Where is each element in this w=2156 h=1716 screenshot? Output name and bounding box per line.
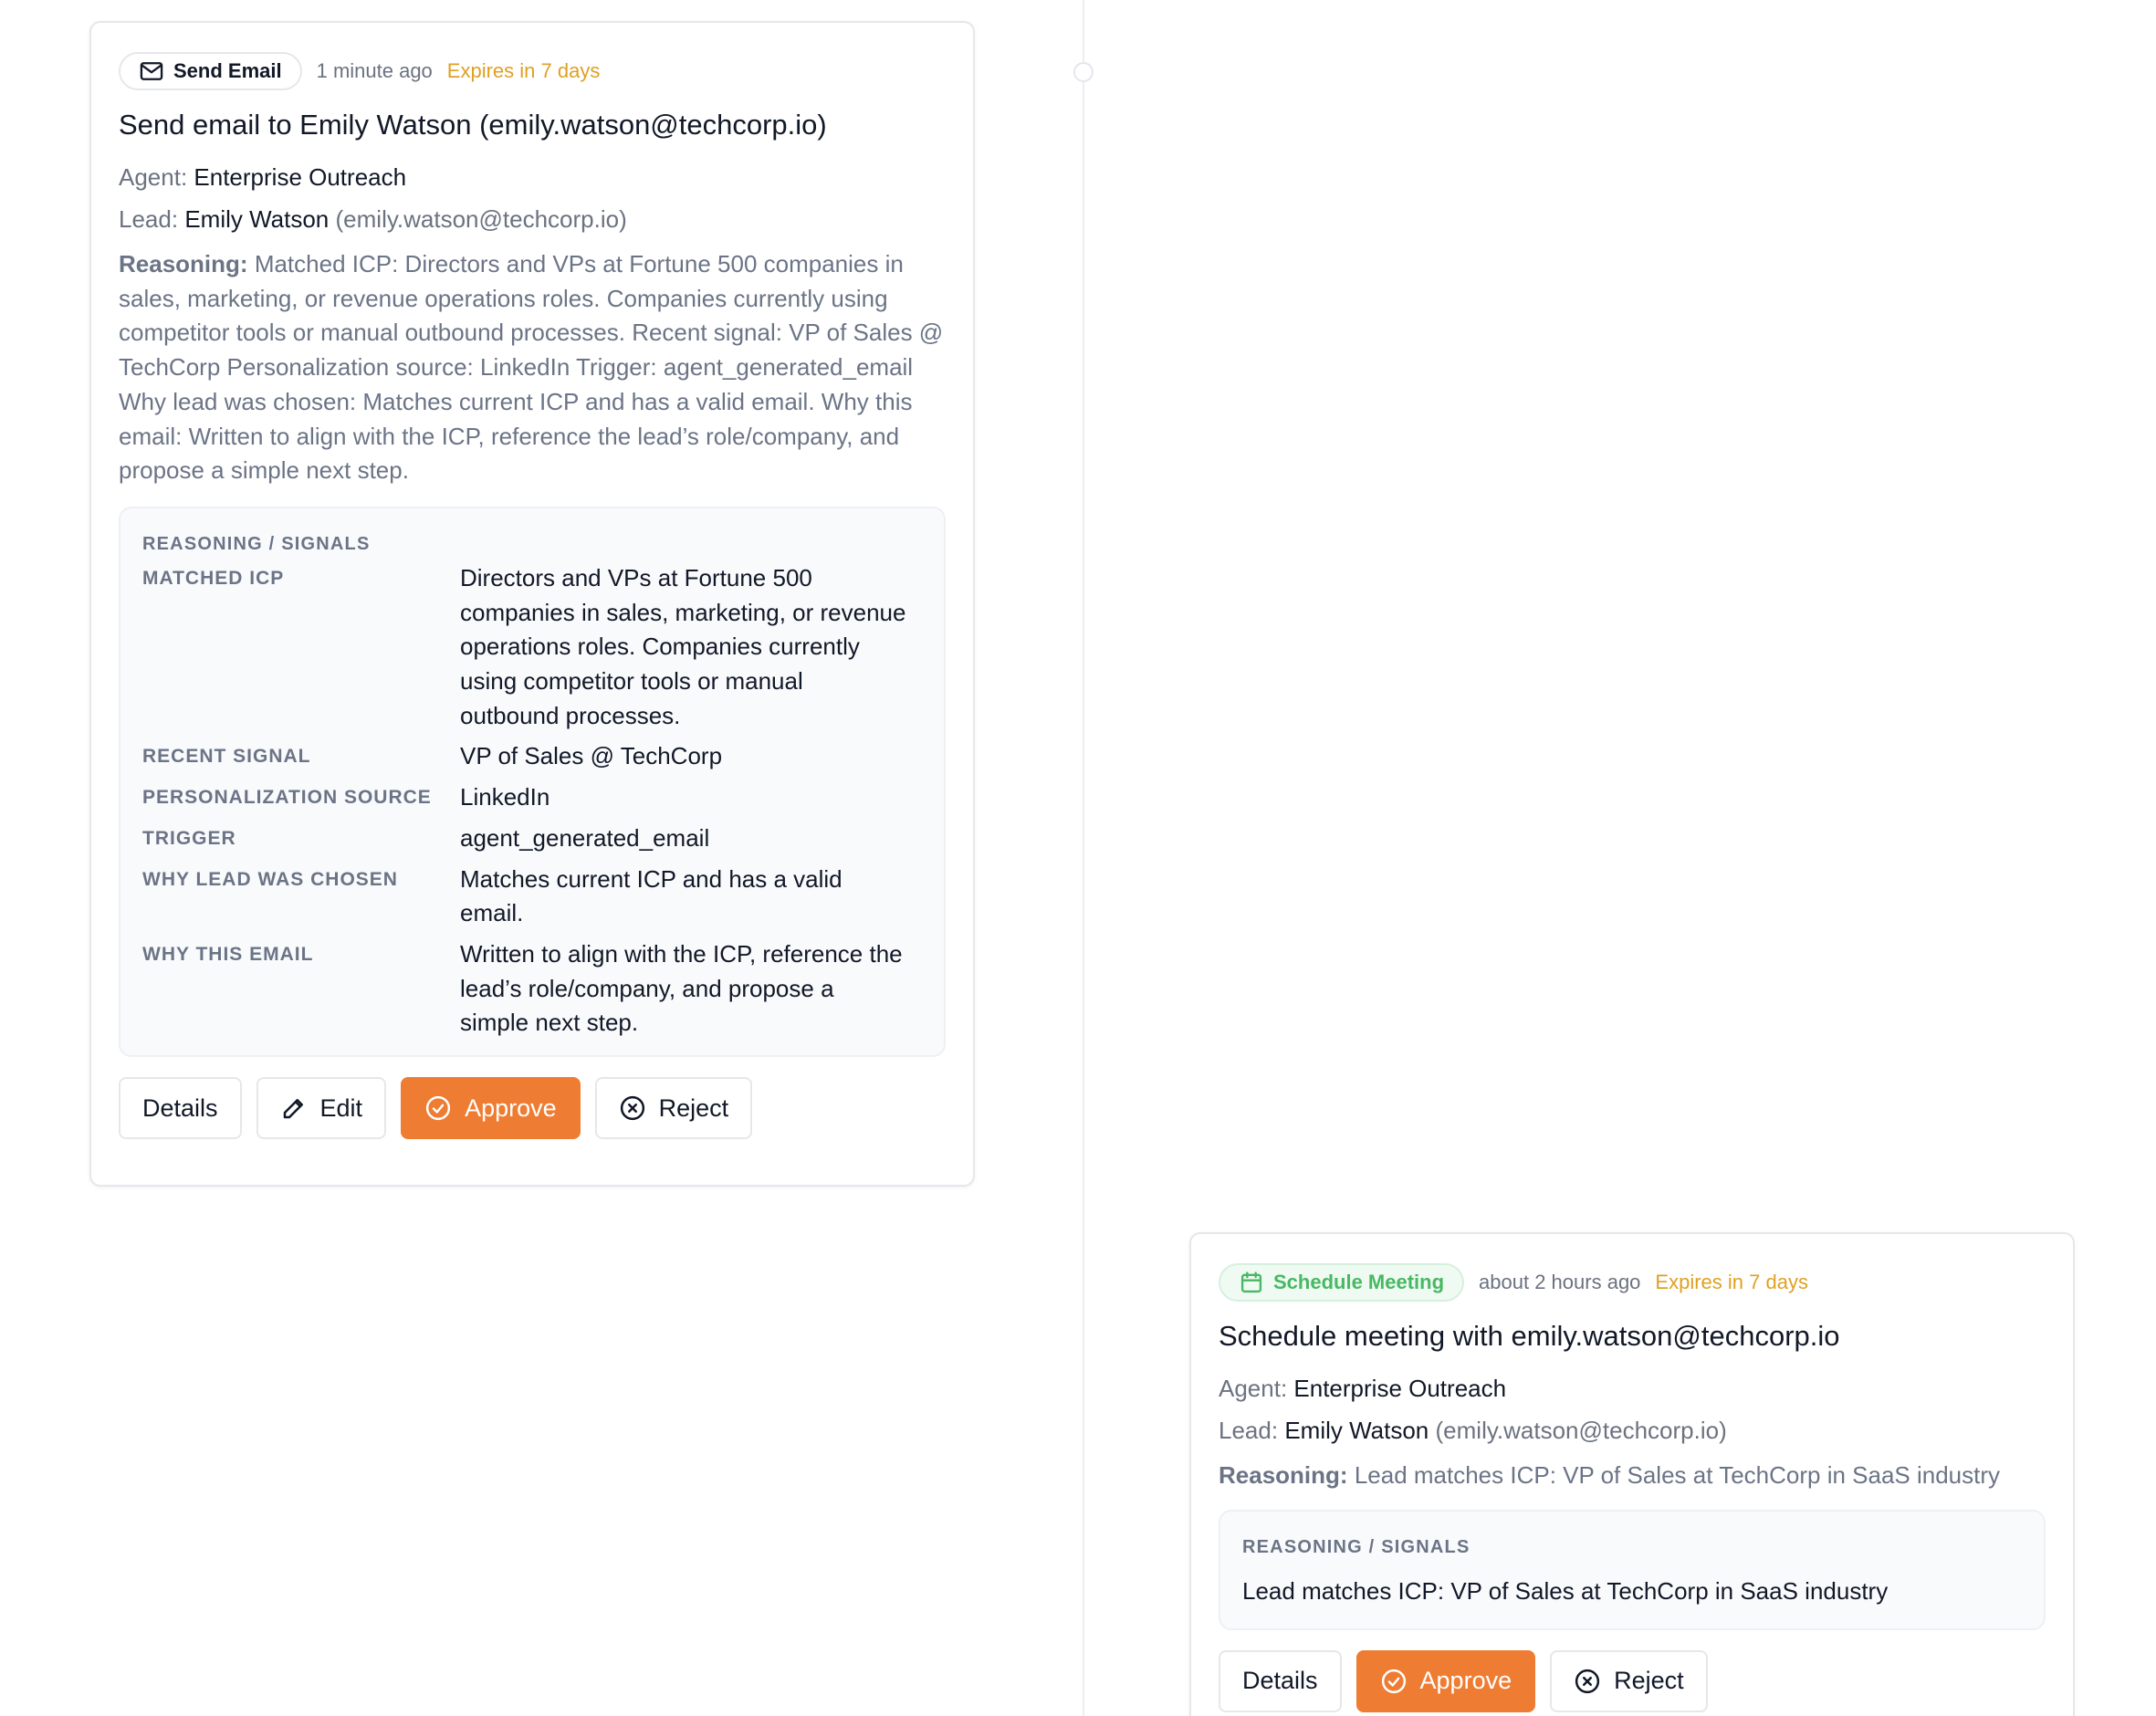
timeline-node [1073, 62, 1094, 82]
lead-email: (emily.watson@techcorp.io) [335, 205, 627, 233]
lead-line [1219, 1409, 2046, 1451]
timeline-line [1083, 0, 1084, 1716]
action-type-badge [119, 52, 302, 90]
signal-row [142, 937, 922, 1041]
calendar-icon [1239, 1270, 1264, 1295]
expires-label: Expires in 7 days [446, 59, 601, 82]
reasoning-body: Matched ICP: Directors and VPs at Fortune 500 companies in sales, marketing, or revenue operations roles. Companies currently using competitor tools or manual outbound processes. Recent signal: VP of Sales @ TechCorp Personalization source: LinkedIn Trigger: agent_generated_email Why lead was chosen: Matches current ICP and has a valid email. Why this email: Written to align with the ICP, reference the lead’s role/company, and propose a simple next step. [119, 250, 944, 485]
details-button-label: Details [1242, 1667, 1318, 1695]
reject-button-label: Reject [1614, 1667, 1684, 1695]
signals-text: Lead matches ICP: VP of Sales at TechCorp in SaaS industry [1242, 1576, 1889, 1605]
signals-heading: REASONING / SIGNALS [142, 533, 371, 554]
lead-email: (emily.watson@techcorp.io) [1435, 1417, 1727, 1444]
x-circle-icon [1574, 1668, 1601, 1695]
check-circle-icon [424, 1094, 452, 1122]
reasoning-signals-panel [119, 507, 946, 1057]
details-button[interactable] [1219, 1650, 1342, 1712]
reasoning-text [1219, 1459, 2046, 1493]
signal-value: Matches current ICP and has a valid email. [460, 864, 843, 927]
signal-label: MATCHED ICP [142, 567, 285, 589]
details-button-label: Details [142, 1093, 218, 1122]
created-time: 1 minute ago [316, 59, 433, 82]
lead-line [119, 198, 946, 240]
approve-button-label: Approve [465, 1093, 557, 1122]
agent-label: Agent: [119, 163, 188, 191]
action-type-label: Send Email [173, 59, 282, 82]
signal-value: LinkedIn [460, 783, 550, 811]
reasoning-text [119, 247, 946, 488]
reasoning-label: Reasoning: [1219, 1461, 1348, 1489]
signal-value: VP of Sales @ TechCorp [460, 742, 723, 770]
agent-name: Enterprise Outreach [1293, 1375, 1507, 1402]
action-buttons [1219, 1650, 2046, 1712]
card-meta [119, 52, 946, 90]
reject-button[interactable] [595, 1077, 753, 1139]
agent-line [1219, 1367, 2046, 1409]
x-circle-icon [619, 1094, 646, 1122]
signal-label: TRIGGER [142, 827, 236, 849]
agent-label: Agent: [1219, 1375, 1288, 1402]
lead-name: Emily Watson [184, 205, 330, 233]
signal-row [142, 739, 922, 774]
approve-button[interactable] [401, 1077, 581, 1139]
approve-button[interactable] [1356, 1650, 1536, 1712]
signal-value: Directors and VPs at Fortune 500 companies in sales, marketing, or revenue operations roles. Companies currently using competitor tools or manual outbound processes. [460, 563, 906, 729]
reasoning-label: Reasoning: [119, 250, 248, 277]
signal-row [142, 561, 922, 734]
edit-button[interactable] [256, 1077, 387, 1139]
reject-button-label: Reject [658, 1093, 729, 1122]
card-meta [1219, 1263, 2046, 1302]
pencil-icon [280, 1094, 308, 1122]
signal-row [142, 821, 922, 856]
signal-label: PERSONALIZATION SOURCE [142, 787, 432, 809]
lead-label: Lead: [119, 205, 179, 233]
card-title: Send email to Emily Watson (emily.watson@techcorp.io) [119, 109, 827, 141]
details-button[interactable] [119, 1077, 242, 1139]
action-buttons [119, 1077, 946, 1139]
signal-label: WHY LEAD WAS CHOSEN [142, 868, 398, 890]
lead-name: Emily Watson [1284, 1417, 1429, 1444]
mail-icon [139, 58, 164, 84]
signal-label: WHY THIS EMAIL [142, 943, 314, 965]
reject-button[interactable] [1550, 1650, 1708, 1712]
check-circle-icon [1380, 1668, 1408, 1695]
card-title: Schedule meeting with emily.watson@techcorp.io [1219, 1320, 1840, 1352]
signal-row [142, 863, 922, 931]
signal-label: RECENT SIGNAL [142, 746, 311, 768]
edit-button-label: Edit [319, 1093, 363, 1122]
approve-button-label: Approve [1419, 1667, 1512, 1695]
agent-name: Enterprise Outreach [194, 163, 407, 191]
signal-value: agent_generated_email [460, 823, 710, 852]
signal-row [142, 780, 922, 815]
action-type-badge [1219, 1263, 1464, 1302]
lead-label: Lead: [1219, 1417, 1279, 1444]
action-type-label: Schedule Meeting [1273, 1271, 1445, 1293]
reasoning-body: Lead matches ICP: VP of Sales at TechCorp in SaaS industry [1354, 1461, 2001, 1489]
reasoning-signals-panel [1219, 1510, 2046, 1630]
agent-line [119, 156, 946, 198]
expires-label: Expires in 7 days [1655, 1271, 1808, 1293]
signal-value: Written to align with the ICP, reference the lead’s role/company, and propose a simple next step. [460, 939, 903, 1037]
signals-heading: REASONING / SIGNALS [1242, 1536, 1470, 1557]
approval-card-send-email [89, 21, 975, 1187]
created-time: about 2 hours ago [1479, 1271, 1641, 1293]
approval-card-schedule-meeting [1189, 1232, 2075, 1716]
